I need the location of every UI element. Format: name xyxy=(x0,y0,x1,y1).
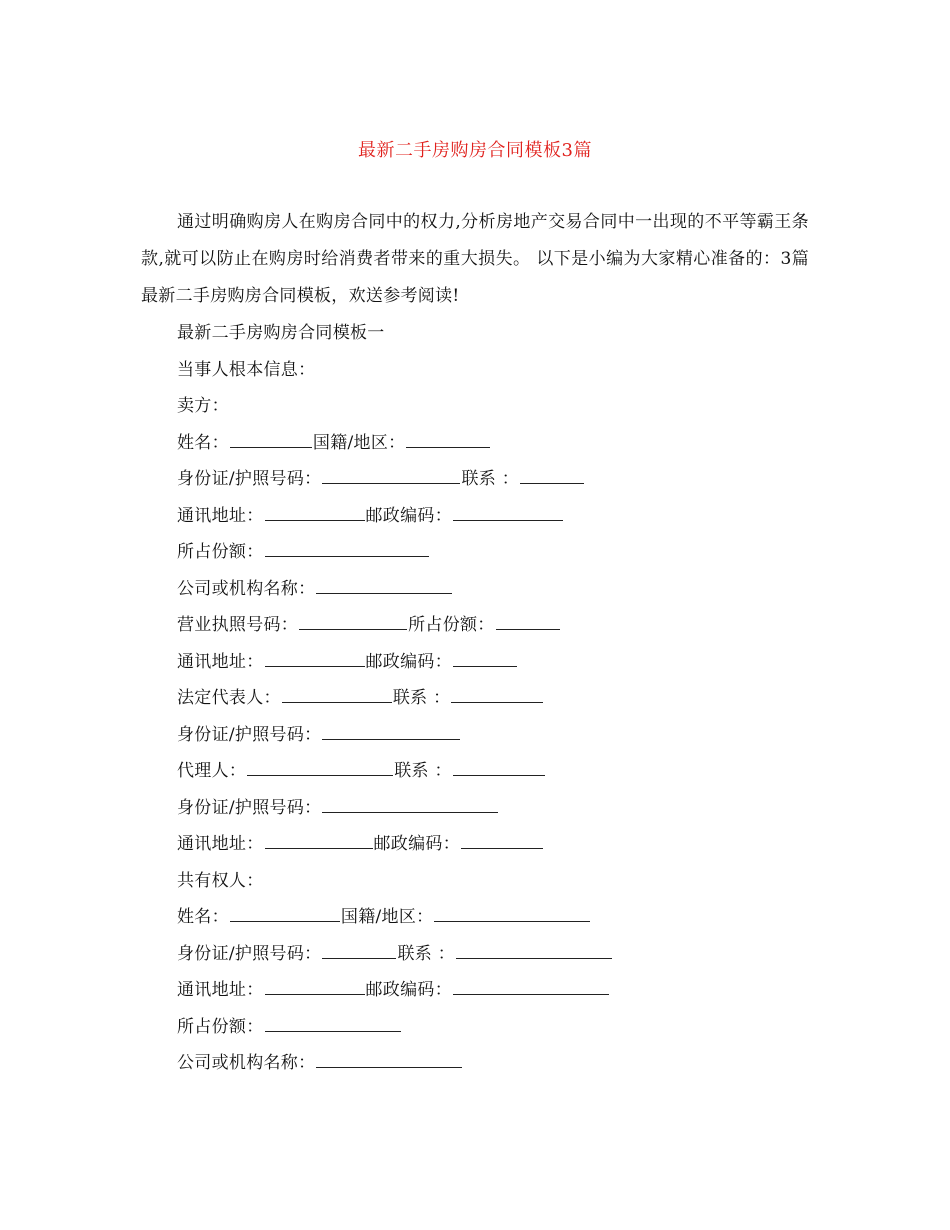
seller-share-line xyxy=(177,534,817,571)
co-owner-name-line xyxy=(177,899,817,936)
share-label: 所占份额： xyxy=(177,542,264,562)
seller-id-line xyxy=(177,461,817,498)
agent-line xyxy=(177,753,817,790)
postcode-label: 邮政编码： xyxy=(365,505,452,526)
agent-label: 代理人： xyxy=(177,761,247,781)
postcode-label: 邮政编码： xyxy=(365,980,452,1000)
agent-address-line xyxy=(177,826,817,863)
contact-label: 联系 ： xyxy=(461,469,520,489)
id-label: 身份证/护照号码： xyxy=(177,797,322,818)
intro-paragraph: 通过明确购房人在购房合同中的权力,分析房地产交易合同中一出现的不平等霸王条款,就可以防止在购房时给消费者带来的重大损失。 以下是小编为大家精心准备的：3篇最新二手房购房合同模板，欢送参考阅读! xyxy=(141,212,809,306)
name-blank xyxy=(230,907,340,922)
address-label: 通讯地址： xyxy=(177,651,264,672)
nationality-label: 国籍/地区： xyxy=(340,907,434,927)
co-owner-id-line xyxy=(177,936,817,973)
share-blank xyxy=(496,615,560,630)
id-label: 身份证/护照号码： xyxy=(177,943,322,964)
name-blank xyxy=(230,433,312,448)
share-blank xyxy=(265,542,429,557)
seller-address-line xyxy=(177,498,817,535)
co-owner-company-line xyxy=(177,1045,817,1082)
address-blank xyxy=(265,652,365,667)
seller-company-line xyxy=(177,571,817,608)
nationality-blank xyxy=(434,907,590,922)
contact-label: 联系 ： xyxy=(394,761,452,781)
legal-rep-label: 法定代表人： xyxy=(177,688,281,708)
postcode-blank xyxy=(453,652,517,667)
address-label: 通讯地址： xyxy=(177,505,264,526)
co-owner-heading: 共有权人： xyxy=(177,870,264,891)
postcode-label: 邮政编码： xyxy=(365,651,452,672)
company-label: 公司或机构名称： xyxy=(177,578,316,599)
address-blank xyxy=(265,980,365,995)
legal-rep-line xyxy=(177,680,817,717)
address-label: 通讯地址： xyxy=(177,980,264,1000)
name-label: 姓名： xyxy=(177,907,229,927)
name-label: 姓名： xyxy=(177,432,229,453)
postcode-blank xyxy=(453,980,609,995)
address-blank xyxy=(265,834,373,849)
nationality-label: 国籍/地区： xyxy=(312,432,406,453)
contact-label: 联系 ： xyxy=(397,943,456,964)
license-label: 营业执照号码： xyxy=(177,615,299,635)
id-blank xyxy=(322,944,396,959)
license-blank xyxy=(299,615,407,630)
id-blank xyxy=(322,469,460,484)
company-blank xyxy=(316,579,452,594)
contact-blank xyxy=(520,469,584,484)
nationality-blank xyxy=(406,433,490,448)
postcode-blank xyxy=(461,834,543,849)
address-label: 通讯地址： xyxy=(177,834,264,854)
contact-blank xyxy=(451,688,543,703)
seller-heading: 卖方： xyxy=(177,396,229,416)
document-title: 最新二手房购房合同模板3篇 xyxy=(358,140,592,161)
company-address-line xyxy=(177,644,817,681)
contact-blank xyxy=(456,944,612,959)
address-blank xyxy=(265,506,365,521)
legal-rep-blank xyxy=(282,688,392,703)
share-label: 所占份额： xyxy=(177,1016,264,1037)
seller-name-line xyxy=(177,425,817,462)
contract-fields xyxy=(177,315,817,1082)
share-label: 所占份额： xyxy=(408,615,495,635)
id-blank xyxy=(322,725,460,740)
agent-id-line xyxy=(177,790,817,827)
contact-label: 联系 ： xyxy=(392,688,451,708)
party-info-heading: 当事人根本信息： xyxy=(177,359,316,380)
company-blank xyxy=(316,1053,462,1068)
co-owner-share-line xyxy=(177,1009,817,1046)
seller-license-line xyxy=(177,607,817,644)
co-owner-address-line xyxy=(177,972,817,1009)
share-blank xyxy=(265,1017,401,1032)
legal-rep-id-line xyxy=(177,717,817,754)
id-blank xyxy=(322,798,498,813)
id-label: 身份证/护照号码： xyxy=(177,469,322,489)
id-label: 身份证/护照号码： xyxy=(177,724,322,745)
company-label: 公司或机构名称： xyxy=(177,1053,316,1073)
contact-blank xyxy=(453,761,545,776)
postcode-blank xyxy=(453,506,563,521)
postcode-label: 邮政编码： xyxy=(373,834,460,854)
section-heading: 最新二手房购房合同模板一 xyxy=(177,323,385,343)
agent-blank xyxy=(247,761,393,776)
